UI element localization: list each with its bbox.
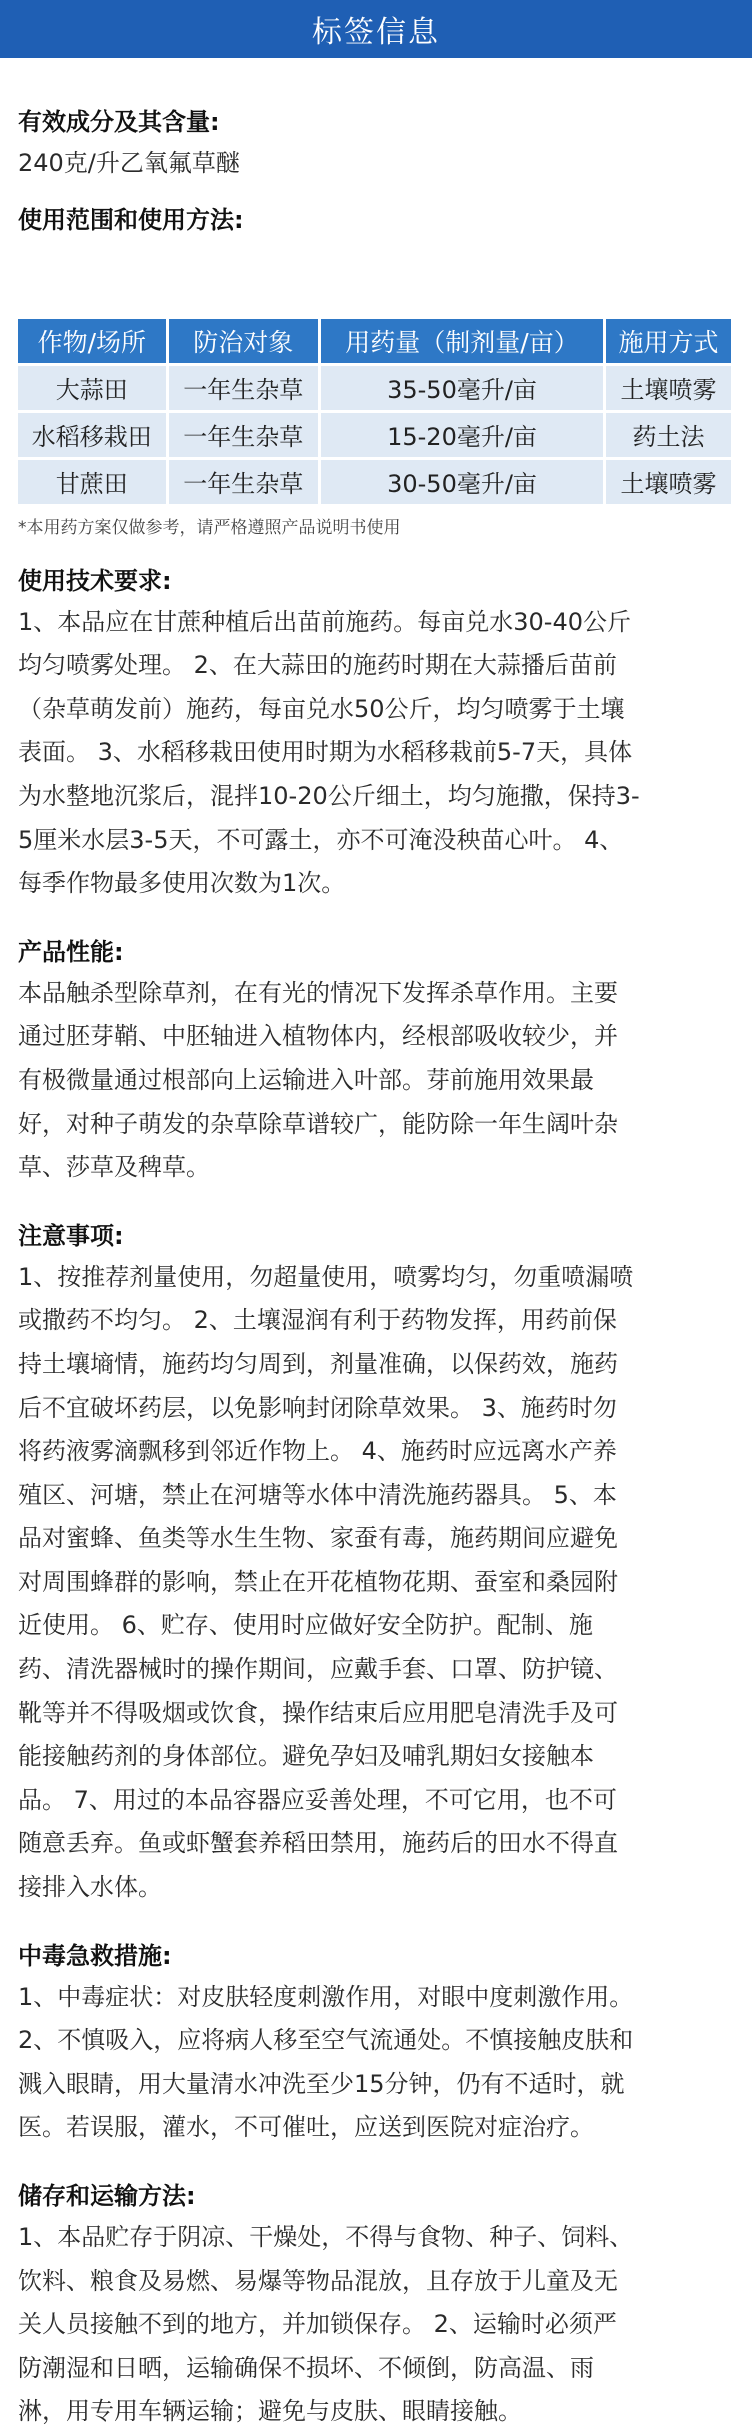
technical-text — [18, 601, 734, 906]
table-cell-method: 药土法 — [606, 413, 731, 457]
header-title: 标签信息 — [312, 15, 440, 50]
text-line: 后不宜破坏药层，以免影响封闭除草效果。 3、施药时勿 — [18, 1393, 617, 1422]
usage-header-target: 防治对象 — [169, 319, 318, 363]
text-line: 关人员接触不到的地方，并加锁保存。 2、运输时必须严 — [18, 2310, 617, 2339]
table-row — [18, 366, 731, 410]
table-cell-method: 土壤喷雾 — [606, 460, 731, 504]
first-aid-text — [18, 1976, 734, 2150]
text-line: 2、不慎吸入，应将病人移至空气流通处。不慎接触皮肤和 — [18, 2026, 634, 2055]
text-line: 好，对种子萌发的杂草除草谱较广，能防除一年生阔叶杂 — [18, 1109, 618, 1138]
usage-header-method: 施用方式 — [606, 319, 731, 363]
table-cell-dosage: 35-50毫升/亩 — [321, 366, 603, 410]
text-line: 草、莎草及稗草。 — [18, 1153, 210, 1182]
table-cell-target: 一年生杂草 — [169, 460, 318, 504]
usage-note: *本用药方案仅做参考，请严格遵照产品说明书使用 — [18, 517, 401, 538]
text-line: 将药液雾滴飘移到邻近作物上。 4、施药时应远离水产养 — [18, 1437, 617, 1466]
usage-table — [15, 316, 734, 507]
precautions-text — [18, 1256, 734, 1910]
active-ingredient-title: 有效成分及其含量: — [18, 108, 220, 136]
text-line: 品对蜜蜂、鱼类等水生生物、家蚕有毒，施药期间应避免 — [18, 1524, 618, 1553]
table-cell-dosage: 15-20毫升/亩 — [321, 413, 603, 457]
text-line: 持土壤墒情，施药均匀周到，剂量准确，以保药效，施药 — [18, 1349, 618, 1378]
text-line: 能接触药剂的身体部位。避免孕妇及哺乳期妇女接触本 — [18, 1742, 594, 1771]
text-line: 靴等并不得吸烟或饮食，操作结束后应用肥皂清洗手及可 — [18, 1698, 618, 1727]
table-cell-method: 土壤喷雾 — [606, 366, 731, 410]
text-line: 防潮湿和日晒，运输确保不损坏、不倾倒，防高温、雨 — [18, 2353, 594, 2382]
storage-title: 储存和运输方法: — [18, 2182, 196, 2210]
precautions-title: 注意事项: — [18, 1221, 124, 1250]
technical-title: 使用技术要求: — [18, 566, 172, 595]
text-line: 淋，用专用车辆运输；避免与皮肤、眼睛接触。 — [18, 2397, 522, 2426]
active-ingredient-value: 240克/升乙氧氟草醚 — [18, 149, 240, 177]
text-line: 接排入水体。 — [18, 1873, 162, 1902]
table-row — [18, 460, 731, 504]
text-line: 通过胚芽鞘、中胚轴进入植物体内，经根部吸收较少，并 — [18, 1022, 618, 1051]
text-line: 1、中毒症状：对皮肤轻度刺激作用，对眼中度刺激作用。 — [18, 1982, 634, 2011]
usage-title: 使用范围和使用方法: — [18, 205, 244, 234]
usage-header-crop: 作物/场所 — [18, 319, 166, 363]
table-cell-target: 一年生杂草 — [169, 366, 318, 410]
storage-text — [18, 2216, 734, 2434]
label-content — [0, 102, 752, 2434]
table-cell-dosage: 30-50毫升/亩 — [321, 460, 603, 504]
text-line: 1、按推荐剂量使用，勿超量使用，喷雾均匀，勿重喷漏喷 — [18, 1262, 634, 1291]
text-line: 5厘米水层3-5天，不可露土，亦不可淹没秧苗心叶。 4、 — [18, 825, 624, 854]
text-line: 殖区、河塘，禁止在河塘等水体中清洗施药器具。 5、本 — [18, 1480, 617, 1509]
text-line: 医。若误服，灌水，不可催吐，应送到医院对症治疗。 — [18, 2113, 594, 2142]
text-line: 饮料、粮食及易燃、易爆等物品混放，且存放于儿童及无 — [18, 2266, 618, 2295]
table-row — [18, 413, 731, 457]
text-line: 为水整地沉浆后，混拌10-20公斤细土，均匀施撒，保持3- — [18, 781, 640, 810]
text-line: 均匀喷雾处理。 2、在大蒜田的施药时期在大蒜播后苗前 — [18, 651, 617, 680]
text-line: 药、清洗器械时的操作期间，应戴手套、口罩、防护镜、 — [18, 1655, 618, 1684]
text-line: 本品触杀型除草剂，在有光的情况下发挥杀草作用。主要 — [18, 978, 618, 1007]
text-line: 对周围蜂群的影响，禁止在开花植物花期、蚕室和桑园附 — [18, 1567, 618, 1596]
first-aid-title: 中毒急救措施: — [18, 1941, 172, 1970]
usage-table-header-row — [18, 319, 731, 363]
text-line: 品。 7、用过的本品容器应妥善处理，不可它用，也不可 — [18, 1785, 617, 1814]
page-header — [0, 0, 752, 58]
text-line: 有极微量通过根部向上运输进入叶部。芽前施用效果最 — [18, 1065, 594, 1094]
text-line: 溅入眼睛，用大量清水冲洗至少15分钟，仍有不适时，就 — [18, 2069, 625, 2098]
performance-text — [18, 972, 734, 1190]
usage-header-dosage: 用药量（制剂量/亩） — [321, 319, 603, 363]
table-cell-crop: 甘蔗田 — [18, 460, 166, 504]
text-line: 或撒药不均匀。 2、土壤湿润有利于药物发挥，用药前保 — [18, 1306, 617, 1335]
text-line: 1、本品贮存于阴凉、干燥处，不得与食物、种子、饲料、 — [18, 2223, 634, 2251]
text-line: 每季作物最多使用次数为1次。 — [18, 869, 346, 898]
text-line: （杂草萌发前）施药，每亩兑水50公斤，均匀喷雾于土壤 — [18, 694, 625, 723]
text-line: 1、本品应在甘蔗种植后出苗前施药。每亩兑水30-40公斤 — [18, 607, 632, 636]
performance-title: 产品性能: — [18, 937, 124, 966]
table-cell-crop: 水稻移栽田 — [18, 413, 166, 457]
text-line: 近使用。 6、贮存、使用时应做好安全防护。配制、施 — [18, 1611, 593, 1640]
text-line: 表面。 3、水稻移栽田使用时期为水稻移栽前5-7天，具体 — [18, 738, 633, 767]
table-cell-crop: 大蒜田 — [18, 366, 166, 410]
text-line: 随意丢弃。鱼或虾蟹套养稻田禁用，施药后的田水不得直 — [18, 1829, 618, 1858]
table-cell-target: 一年生杂草 — [169, 413, 318, 457]
